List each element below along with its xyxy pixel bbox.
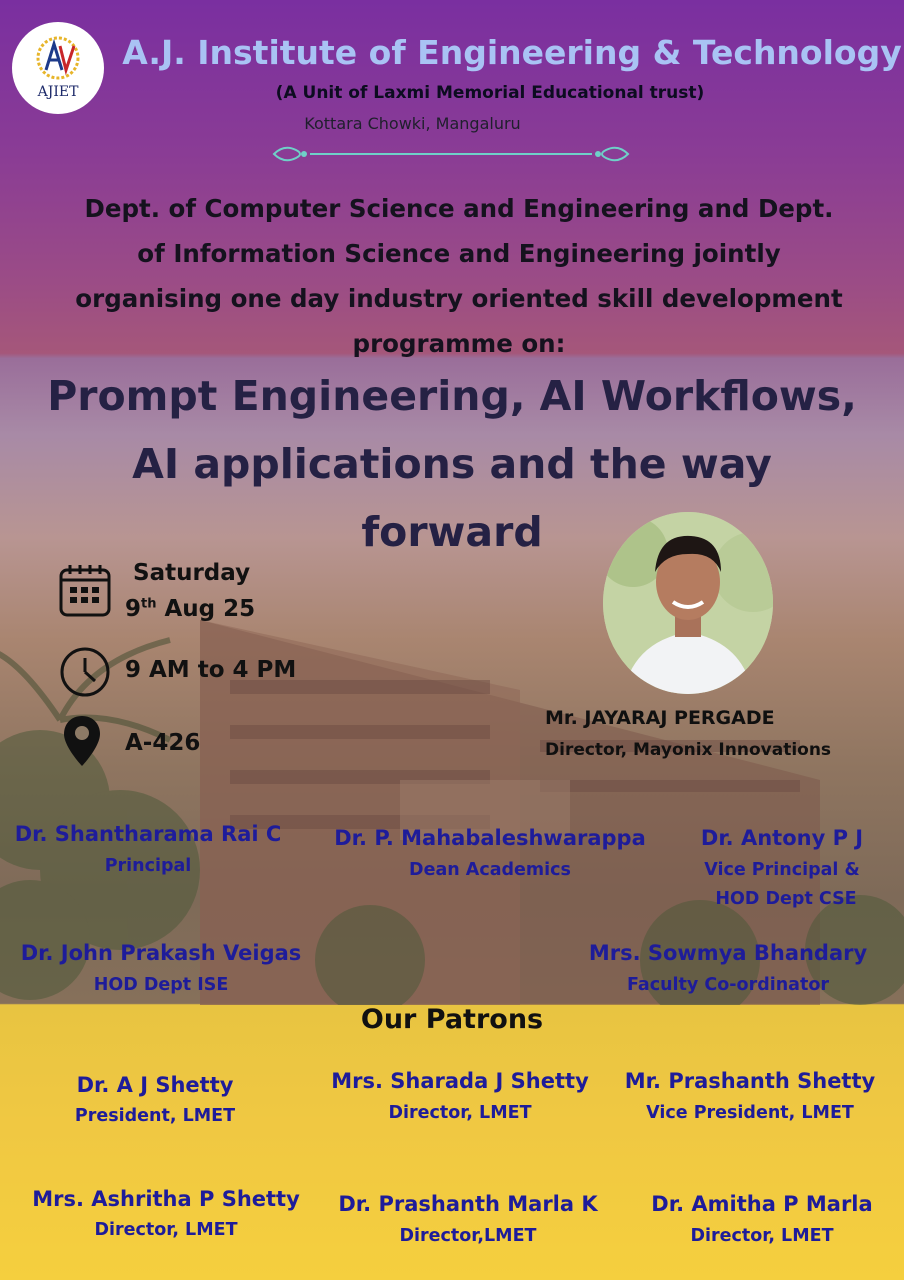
announcement-line: Dept. of Computer Science and Engineering and Dept. — [84, 194, 834, 223]
event-date-rest: Aug 25 — [156, 596, 256, 622]
calendar-icon — [58, 562, 112, 618]
official-name: Dr. John Prakash Veigas — [20, 941, 302, 965]
patron-role: Director, LMET — [690, 1226, 834, 1246]
event-date-suffix: th — [141, 596, 157, 612]
topic-line: AI applications and the way — [132, 440, 772, 488]
official-role: Dean Academics — [409, 860, 571, 880]
institute-name: A.J. Institute of Engineering & Technology — [122, 33, 902, 72]
topic-line: Prompt Engineering, AI Workflows, — [47, 372, 857, 420]
event-day: Saturday — [133, 560, 251, 586]
topic-line: forward — [361, 508, 543, 556]
announcement-line: programme on: — [352, 329, 566, 358]
official-name: Dr. P. Mahabaleshwarappa — [334, 826, 646, 850]
programme-topic — [20, 362, 884, 566]
speaker-name: Mr. JAYARAJ PERGADE — [545, 707, 775, 729]
official-name: Mrs. Sowmya Bhandary — [588, 941, 868, 965]
patron-role: Director, LMET — [94, 1220, 238, 1240]
patron-name: Mr. Prashanth Shetty — [624, 1069, 876, 1093]
official-role: Vice Principal & — [704, 860, 860, 880]
ornament-divider — [270, 142, 632, 166]
location-pin-icon — [62, 714, 102, 768]
official-role: Faculty Co-ordinator — [626, 975, 830, 995]
clock-icon — [58, 645, 112, 699]
official-role: Principal — [104, 856, 192, 876]
speaker-role: Director, Mayonix Innovations — [545, 740, 832, 760]
official-name: Dr. Shantharama Rai C — [14, 822, 282, 846]
patron-name: Mrs. Sharada J Shetty — [331, 1069, 589, 1093]
official-role-line2: HOD Dept CSE — [715, 889, 857, 909]
event-date-number: 9 — [125, 596, 142, 622]
event-date — [125, 596, 255, 622]
institute-location: Kottara Chowki, Mangaluru — [304, 114, 521, 133]
event-time: 9 AM to 4 PM — [125, 657, 297, 683]
official-role: HOD Dept ISE — [93, 975, 229, 995]
announcement-line: organising one day industry oriented skill development — [75, 284, 843, 313]
official-name: Dr. Antony P J — [700, 826, 864, 850]
patron-role: Director,LMET — [399, 1226, 537, 1246]
announcement-line: of Information Science and Engineering jointly — [137, 239, 781, 268]
ajiet-logo — [12, 22, 104, 114]
patron-role: Vice President, LMET — [646, 1103, 854, 1123]
patron-name: Dr. A J Shetty — [76, 1073, 234, 1097]
announcement-text — [14, 186, 904, 366]
patrons-title: Our Patrons — [360, 1004, 544, 1035]
patron-name: Dr. Prashanth Marla K — [338, 1192, 598, 1216]
speaker-photo — [603, 512, 773, 694]
patron-name: Mrs. Ashritha P Shetty — [32, 1187, 300, 1211]
institute-unit: (A Unit of Laxmi Memorial Educational trust) — [275, 83, 705, 103]
patron-role: President, LMET — [74, 1106, 236, 1126]
event-venue: A-426 — [125, 730, 201, 756]
patron-name: Dr. Amitha P Marla — [651, 1192, 873, 1216]
logo-text: AJIET — [37, 84, 79, 100]
patron-role: Director, LMET — [388, 1103, 532, 1123]
